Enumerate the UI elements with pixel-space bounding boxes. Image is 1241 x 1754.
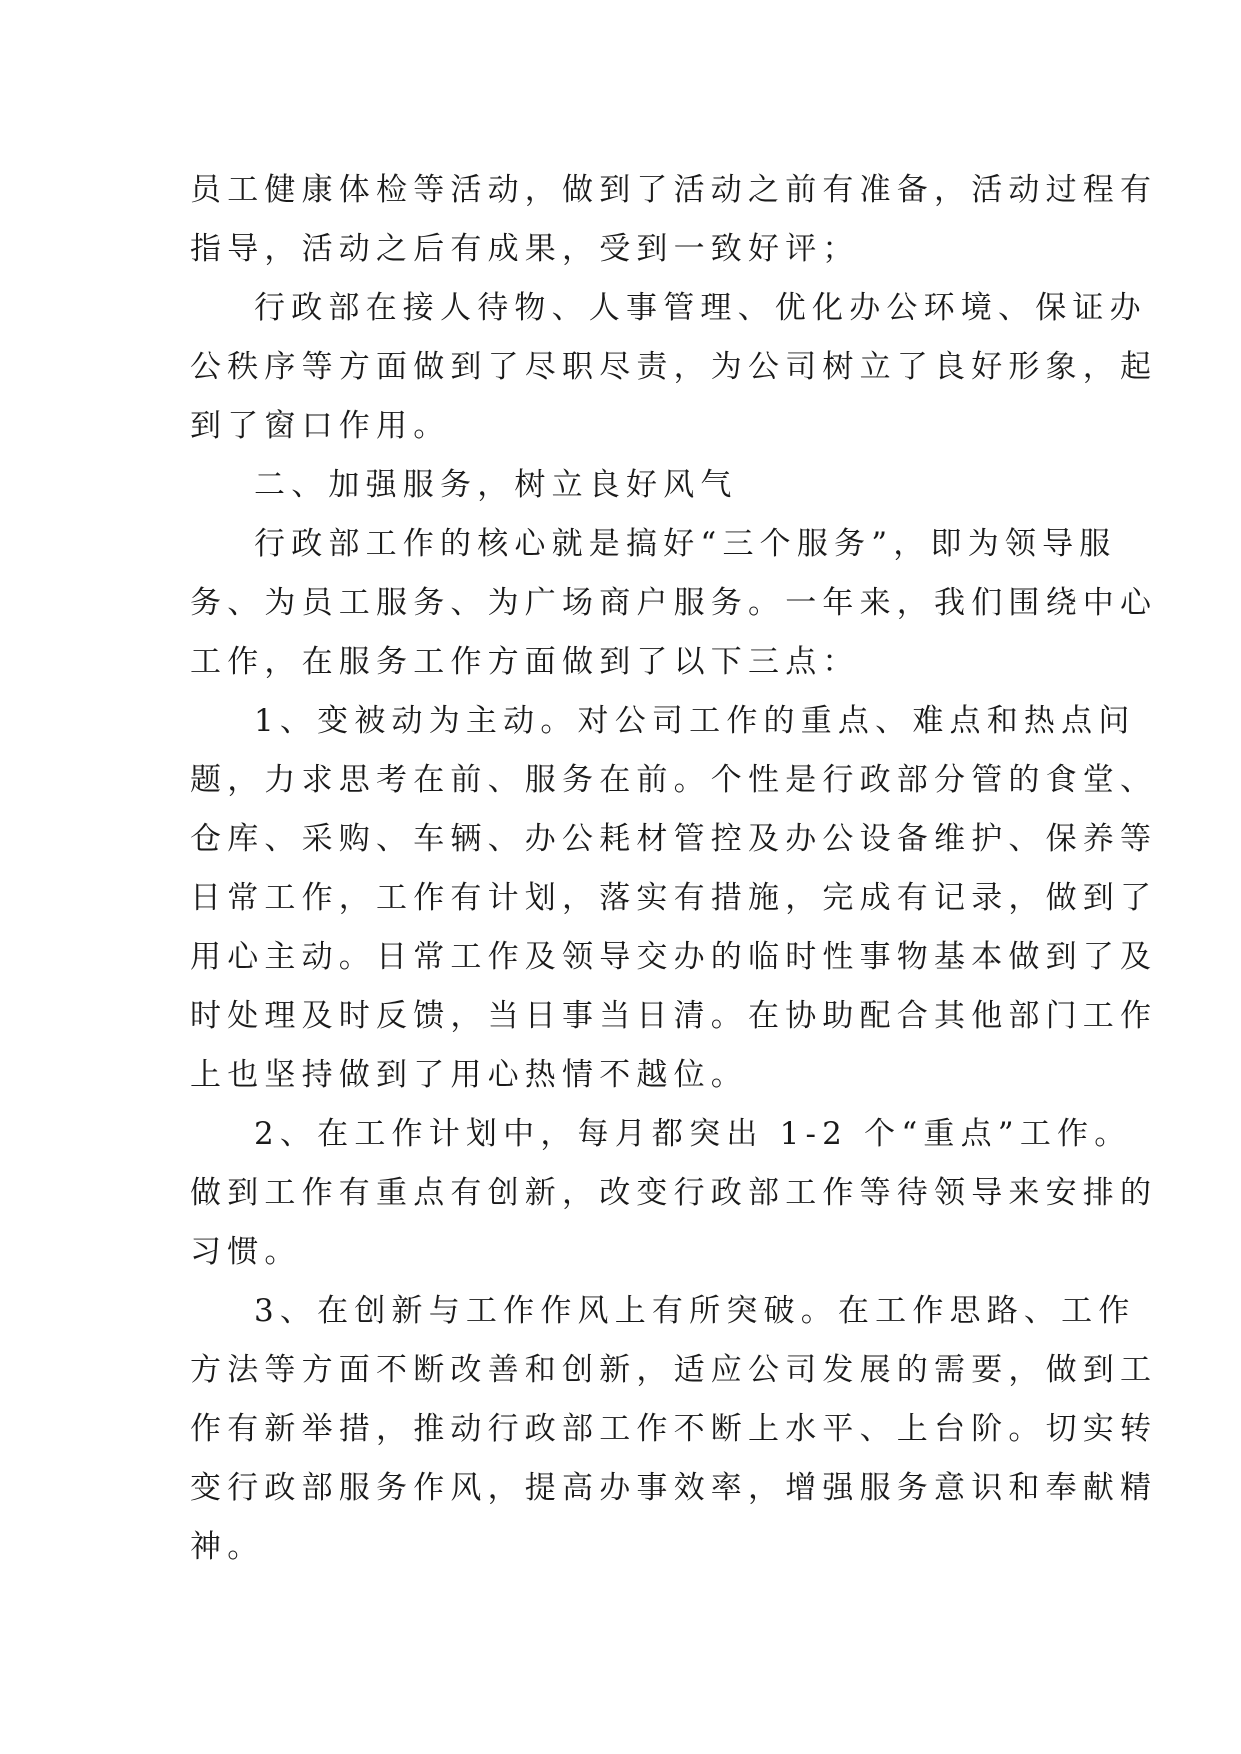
text-line: 公秩序等方面做到了尽职尽责，为公司树立了良好形象，起: [190, 349, 1158, 385]
text-line: 1、变被动为主动。对公司工作的重点、难点和热点问: [254, 703, 1136, 739]
text-line: 员工健康体检等活动，做到了活动之前有准备，活动过程有: [190, 172, 1158, 208]
text-line: 用心主动。日常工作及领导交办的临时性事物基本做到了及: [190, 939, 1158, 975]
text-line: 上也坚持做到了用心热情不越位。: [190, 1057, 748, 1093]
text-line: 二、加强服务，树立良好风气: [254, 467, 738, 503]
text-line: 到了窗口作用。: [190, 408, 451, 444]
text-line: 3、在创新与工作作风上有所突破。在工作思路、工作: [254, 1293, 1136, 1329]
text-line: 2、在工作计划中，每月都突出 1-2 个“重点”工作。: [254, 1116, 1132, 1152]
text-line: 神。: [190, 1529, 265, 1565]
text-line: 日常工作，工作有计划，落实有措施，完成有记录，做到了: [190, 880, 1158, 916]
text-line: 题，力求思考在前、服务在前。个性是行政部分管的食堂、: [190, 762, 1158, 798]
text-line: 作有新举措，推动行政部工作不断上水平、上台阶。切实转: [190, 1411, 1158, 1447]
text-line: 指导，活动之后有成果，受到一致好评；: [190, 231, 860, 267]
text-line: 务、为员工服务、为广场商户服务。一年来，我们围绕中心: [190, 585, 1158, 621]
text-line: 变行政部服务作风，提高办事效率，增强服务意识和奉献精: [190, 1470, 1158, 1506]
text-line: 行政部工作的核心就是搞好“三个服务”，即为领导服: [254, 526, 1117, 562]
text-line: 习惯。: [190, 1234, 302, 1270]
document-body: [190, 161, 1158, 1577]
text-line: 方法等方面不断改善和创新，适应公司发展的需要，做到工: [190, 1352, 1158, 1388]
text-line: 时处理及时反馈，当日事当日清。在协助配合其他部门工作: [190, 998, 1158, 1034]
text-line: 行政部在接人待物、人事管理、优化办公环境、保证办: [254, 290, 1147, 326]
text-line: 工作，在服务工作方面做到了以下三点：: [190, 644, 860, 680]
text-line: 仓库、采购、车辆、办公耗材管控及办公设备维护、保养等: [190, 821, 1158, 857]
text-line: 做到工作有重点有创新，改变行政部工作等待领导来安排的: [190, 1175, 1158, 1211]
